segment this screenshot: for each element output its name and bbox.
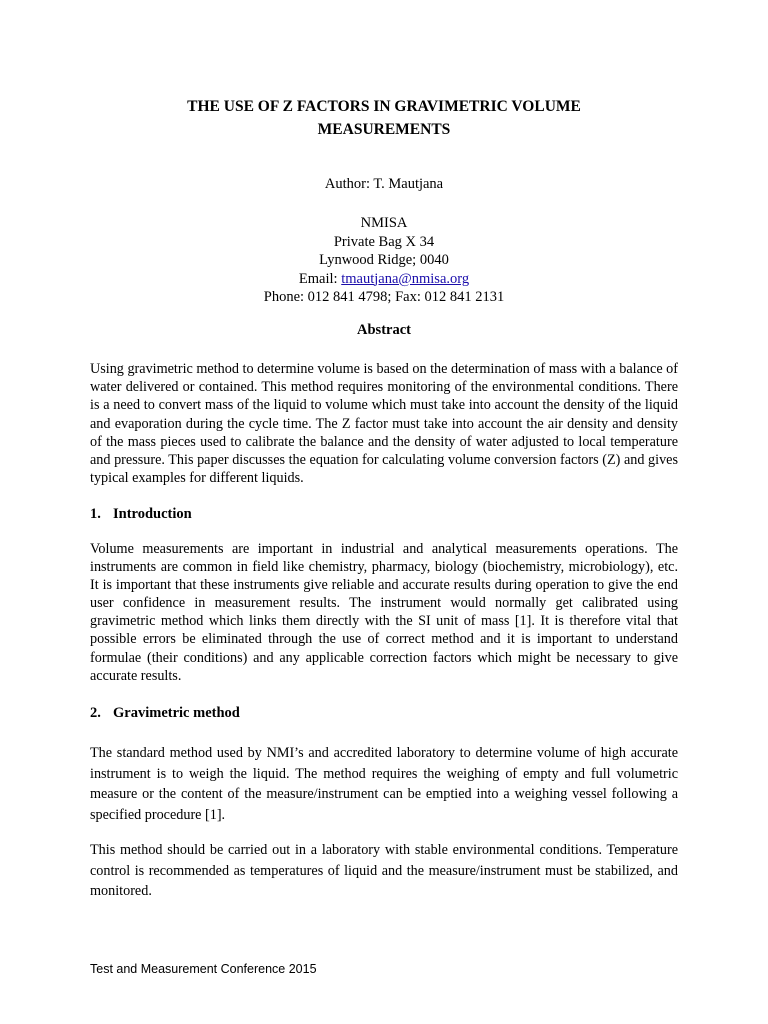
- page-footer: Test and Measurement Conference 2015: [90, 962, 317, 976]
- section-number: 1.: [90, 506, 101, 522]
- email-link[interactable]: tmautjana@nmisa.org: [341, 270, 470, 287]
- affiliation-phone-fax: Phone: 012 841 4798; Fax: 012 841 2131: [263, 289, 505, 305]
- affiliation-block: [0, 214, 768, 307]
- affiliation-address-2: Lynwood Ridge; 0040: [319, 252, 449, 268]
- abstract-heading: Abstract: [357, 322, 411, 338]
- affiliation-org: NMISA: [360, 215, 408, 231]
- paper-title: THE USE OF Z FACTORS IN GRAVIMETRIC VOLUME MEASUREMENTS: [187, 98, 581, 138]
- section-title: Gravimetric method: [113, 705, 240, 721]
- section-number: 2.: [90, 705, 101, 721]
- affiliation-address-1: Private Bag X 34: [333, 233, 435, 250]
- introduction-text: Volume measurements are important in industrial and analytical measurements operations. The instruments are common in field like chemistry, pharmacy, biology (biochemistry, microbiology), etc. It is important that these instruments give reliable and accurate results during operation to give the end user confidence in measurement results. The instrument would normally get calibrated using gravimetric method which links them directly with the SI unit of mass [1]. It is therefore vital that possible errors be eliminated through the use of correct method and it is important to understand formulae (their conditions) and any applicable correction factors which might be necessary to give accurate results.: [90, 541, 678, 684]
- author-line: Author: T. Mautjana: [324, 176, 444, 192]
- section-title: Introduction: [113, 506, 192, 522]
- abstract-text: Using gravimetric method to determine volume is based on the determination of mass with a balance of water delivered or contained. This method requires monitoring of the environmental conditions. There is a need to convert mass of the liquid to volume which must take into account the density of the liquid and evaporation during the cycle time. The Z factor must take into account the air density and density of the mass pieces used to calibrate the balance and the density of water adjusted to local temperature and pressure. This paper discusses the equation for calculating volume conversion factors (Z) and gives typical examples for different liquids.: [90, 361, 678, 487]
- section-heading-introduction: [90, 505, 192, 523]
- gravimetric-paragraph-2: This method should be carried out in a laboratory with stable environmental conditions. Temperature control is recommended as temperatures of liquid and the measure/instrument must be stabilized, and monitored.: [90, 842, 678, 899]
- gravimetric-paragraph-1: The standard method used by NMI’s and accredited laboratory to determine volume of high accurate instrument is to weigh the liquid. The method requires the weighing of empty and full volumetric measure or the content of the measure/instrument can be emptied into a weighing vessel following a specified procedure [1].: [90, 745, 678, 823]
- section-heading-gravimetric-method: [90, 704, 240, 722]
- affiliation-email-line: [0, 270, 768, 289]
- email-label: Email:: [298, 270, 342, 287]
